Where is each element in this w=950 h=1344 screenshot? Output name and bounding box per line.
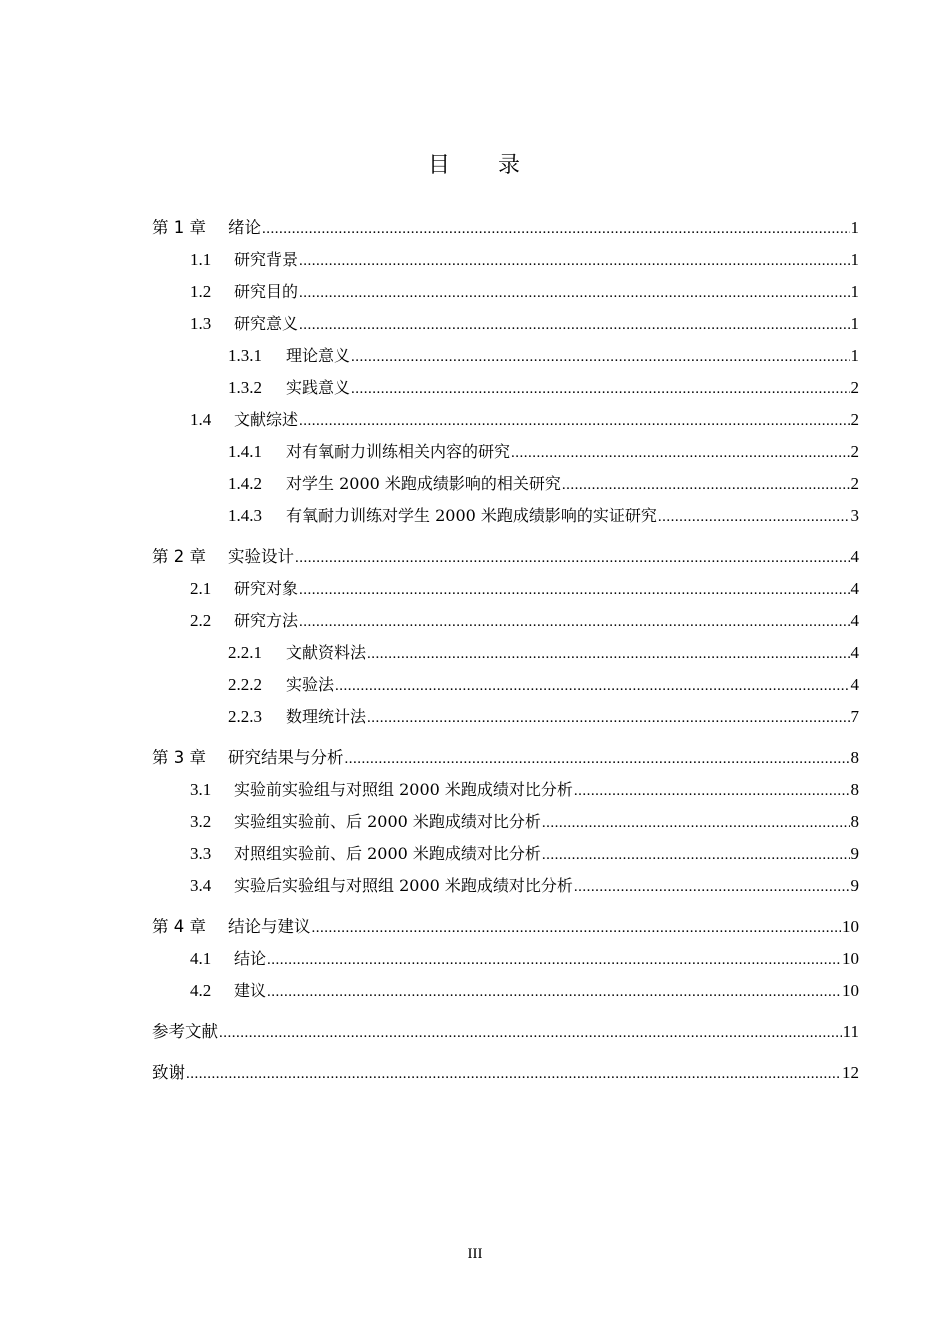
toc-entry-label: 绪论 — [228, 218, 261, 237]
dot-leader — [299, 277, 849, 309]
toc-entry-label: 对学生 2000 米跑成绩影响的相关研究 — [286, 474, 561, 493]
toc-entry[interactable] — [152, 605, 859, 637]
toc-entry-page: 1 — [850, 250, 859, 269]
toc-entry[interactable] — [152, 870, 859, 902]
dot-leader — [299, 606, 849, 638]
toc-entry-page: 2 — [850, 474, 859, 493]
toc-entry-label: 研究方法 — [234, 611, 299, 630]
toc-entry-number: 1.4.2 — [228, 474, 262, 493]
toc-entry-label: 致谢 — [152, 1063, 185, 1082]
toc-entry-page: 12 — [842, 1063, 859, 1082]
dot-leader — [186, 1058, 841, 1090]
dot-leader — [542, 807, 850, 839]
dot-leader — [367, 638, 849, 670]
dot-leader — [351, 373, 849, 405]
toc-entry-label: 研究背景 — [234, 250, 299, 269]
toc-entry[interactable] — [152, 637, 859, 669]
dot-leader — [267, 976, 841, 1008]
toc-entry-label: 实验组实验前、后 2000 米跑成绩对比分析 — [234, 812, 541, 831]
toc-entry-number: 1.1 — [190, 250, 212, 269]
toc-entry[interactable] — [152, 975, 859, 1007]
toc-entry[interactable] — [152, 669, 859, 701]
toc-entry[interactable] — [152, 372, 859, 404]
toc-entry-number: 2.2.1 — [228, 643, 262, 662]
toc-entry[interactable] — [152, 911, 859, 943]
toc-entry[interactable] — [152, 340, 859, 372]
toc-entry-label: 实验前实验组与对照组 2000 米跑成绩对比分析 — [234, 780, 573, 799]
toc-entry-page: 1 — [850, 346, 859, 365]
toc-entry-label: 结论与建议 — [228, 917, 311, 936]
toc-entry-number: 3.4 — [190, 876, 212, 895]
toc-entry-number: 1.3 — [190, 314, 212, 333]
toc-entry-page: 10 — [842, 981, 859, 1000]
toc-entry-page: 11 — [842, 1022, 859, 1041]
toc-entry-page: 4 — [850, 547, 859, 566]
toc-entry-page: 10 — [842, 917, 859, 936]
dot-leader — [542, 839, 850, 871]
dot-leader — [299, 309, 849, 341]
toc-entry[interactable] — [152, 1016, 859, 1048]
toc-entry-label: 理论意义 — [286, 346, 351, 365]
toc-entry-label: 实验设计 — [228, 547, 294, 566]
page-title — [0, 148, 950, 179]
toc-entry-number: 4.1 — [190, 949, 212, 968]
toc-entry[interactable] — [152, 436, 859, 468]
toc-entry-number: 1.3.2 — [228, 378, 262, 397]
toc-entry-page: 2 — [850, 442, 859, 461]
toc-entry-label: 对有氧耐力训练相关内容的研究 — [286, 442, 511, 461]
dot-leader — [562, 469, 850, 501]
table-of-contents — [152, 212, 859, 1089]
toc-entry-label: 研究目的 — [234, 282, 299, 301]
toc-entry-page: 2 — [850, 410, 859, 429]
toc-entry-number: 2.2 — [190, 611, 212, 630]
page-number: III — [467, 1246, 483, 1262]
toc-entry-label: 文献综述 — [234, 410, 299, 429]
toc-entry-label: 参考文献 — [152, 1022, 218, 1041]
toc-entry[interactable] — [152, 212, 859, 244]
toc-entry[interactable] — [152, 404, 859, 436]
toc-entry-number: 1.4 — [190, 410, 212, 429]
toc-entry-number: 2.2.2 — [228, 675, 262, 694]
toc-entry-page: 10 — [842, 949, 859, 968]
dot-leader — [312, 912, 842, 944]
toc-entry-label: 实验法 — [286, 675, 335, 694]
toc-entry-page: 2 — [850, 378, 859, 397]
dot-leader — [574, 871, 850, 903]
toc-entry-label: 有氧耐力训练对学生 2000 米跑成绩影响的实证研究 — [286, 506, 657, 525]
toc-entry-page: 9 — [850, 876, 859, 895]
dot-leader — [262, 213, 850, 245]
dot-leader — [267, 944, 841, 976]
toc-entry-page: 9 — [850, 844, 859, 863]
toc-entry-page: 1 — [850, 282, 859, 301]
toc-entry-page: 4 — [850, 579, 859, 598]
toc-entry-page: 4 — [850, 611, 859, 630]
toc-entry-label: 文献资料法 — [286, 643, 367, 662]
toc-entry-number: 4.2 — [190, 981, 212, 1000]
toc-entry[interactable] — [152, 806, 859, 838]
toc-entry[interactable] — [152, 468, 859, 500]
toc-entry-label: 建议 — [234, 981, 267, 1000]
toc-entry-page: 4 — [850, 643, 859, 662]
toc-entry-number: 1.3.1 — [228, 346, 262, 365]
toc-entry[interactable] — [152, 943, 859, 975]
toc-entry-number: 第 3 章 — [152, 748, 206, 767]
toc-entry[interactable] — [152, 573, 859, 605]
toc-entry-page: 4 — [850, 675, 859, 694]
dot-leader — [299, 245, 849, 277]
toc-entry-number: 2.2.3 — [228, 707, 262, 726]
toc-entry[interactable] — [152, 308, 859, 340]
toc-entry-number: 第 1 章 — [152, 218, 206, 237]
toc-entry[interactable] — [152, 1057, 859, 1089]
toc-entry[interactable] — [152, 244, 859, 276]
toc-entry-number: 第 4 章 — [152, 917, 206, 936]
toc-entry[interactable] — [152, 276, 859, 308]
toc-entry-page: 8 — [850, 780, 859, 799]
toc-entry[interactable] — [152, 541, 859, 573]
dot-leader — [219, 1017, 842, 1049]
toc-entry-number: 1.2 — [190, 282, 212, 301]
toc-entry-number: 2.1 — [190, 579, 212, 598]
toc-entry[interactable] — [152, 774, 859, 806]
toc-entry-label: 实验后实验组与对照组 2000 米跑成绩对比分析 — [234, 876, 573, 895]
dot-leader — [367, 702, 849, 734]
dot-leader — [345, 743, 850, 775]
title-char-2: 录 — [498, 153, 523, 178]
toc-entry-number: 1.4.1 — [228, 442, 262, 461]
toc-entry-page: 1 — [850, 218, 859, 237]
dot-leader — [511, 437, 849, 469]
toc-entry-number: 3.1 — [190, 780, 212, 799]
toc-entry-number: 1.4.3 — [228, 506, 262, 525]
toc-entry-label: 研究对象 — [234, 579, 299, 598]
toc-entry-label: 研究意义 — [234, 314, 299, 333]
toc-entry[interactable] — [152, 742, 859, 774]
dot-leader — [658, 501, 850, 533]
toc-entry-page: 8 — [850, 748, 859, 767]
dot-leader — [351, 341, 849, 373]
toc-entry-number: 3.3 — [190, 844, 212, 863]
dot-leader — [574, 775, 850, 807]
toc-entry-label: 对照组实验前、后 2000 米跑成绩对比分析 — [234, 844, 541, 863]
toc-entry[interactable] — [152, 500, 859, 532]
toc-entry-page: 3 — [850, 506, 859, 525]
toc-entry-page: 7 — [850, 707, 859, 726]
dot-leader — [299, 405, 849, 437]
toc-entry-number: 3.2 — [190, 812, 212, 831]
dot-leader — [335, 670, 849, 702]
dot-leader — [295, 542, 850, 574]
toc-entry-number: 第 2 章 — [152, 547, 206, 566]
toc-entry[interactable] — [152, 701, 859, 733]
toc-entry-page: 1 — [850, 314, 859, 333]
toc-entry-label: 数理统计法 — [286, 707, 367, 726]
toc-entry-label: 结论 — [234, 949, 267, 968]
title-char-1: 目 — [427, 153, 452, 178]
dot-leader — [299, 574, 849, 606]
toc-entry-label: 实践意义 — [286, 378, 351, 397]
toc-entry-label: 研究结果与分析 — [228, 748, 344, 767]
toc-entry[interactable] — [152, 838, 859, 870]
toc-entry-page: 8 — [850, 812, 859, 831]
